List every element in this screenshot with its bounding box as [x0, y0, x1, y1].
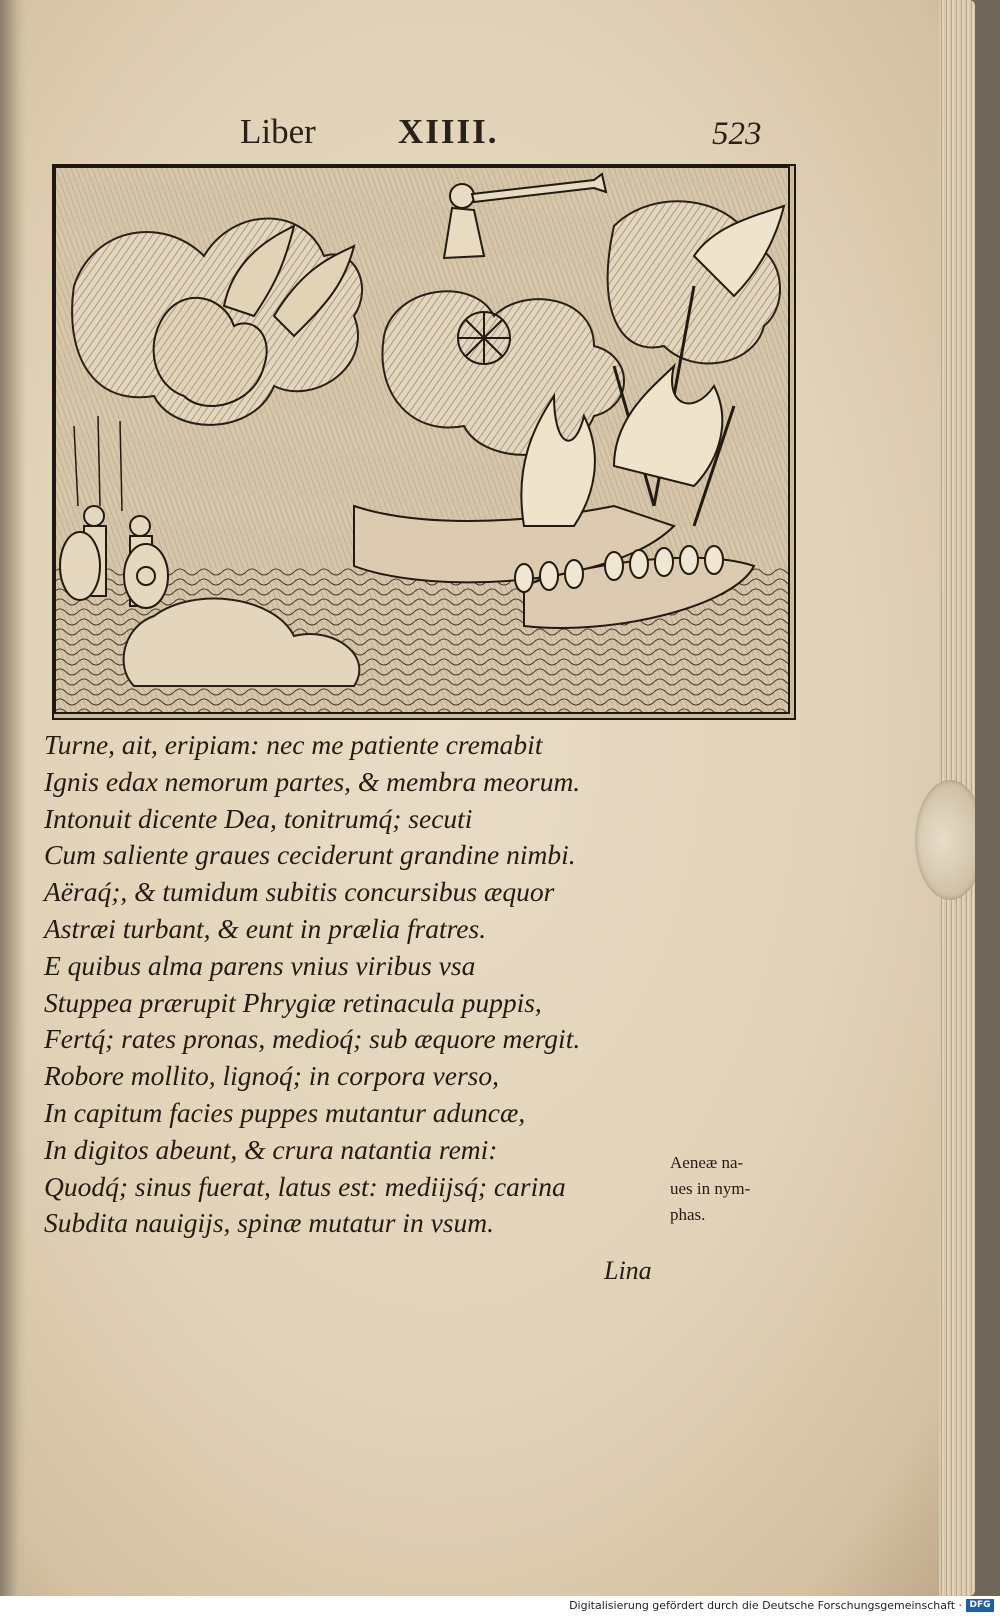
footer-credit: Digitalisierung gefördert durch die Deutsche Forschungsgemeinschaft · [569, 1599, 962, 1612]
verse-line-5: Aëraq́;, & tumidum subitis concursibus æquor [44, 876, 555, 908]
woodcut-illustration [52, 164, 796, 720]
gutter-shadow [0, 0, 26, 1596]
marginal-note-line-3: phas. [670, 1205, 706, 1224]
verse-line-12: In digitos abeunt, & crura natantia remi: [44, 1133, 498, 1165]
catchword: Lina [604, 1256, 652, 1285]
book-clasp [915, 780, 975, 900]
verse-line-2: Ignis edax nemorum partes, & membra meorum. [44, 765, 581, 797]
header-liber: Liber [240, 112, 316, 151]
marginal-note [670, 1150, 800, 1228]
verse-line-6: Astræi turbant, & eunt in prælia fratres. [44, 912, 487, 944]
woodcut-image [54, 166, 790, 714]
verse-line-10: Robore mollito, lignoq́; in corpora verso, [44, 1060, 499, 1092]
verse-line-9: Fertq́; rates pronas, medioq́; sub æquore mergit. [44, 1023, 581, 1055]
marginal-note-line-2: ues in nym- [670, 1179, 751, 1198]
marginal-note-line-1: Aeneæ na- [670, 1153, 744, 1172]
header-book-numeral: XIIII. [398, 112, 499, 151]
verse-line-11: In capitum facies puppes mutantur aduncæ, [44, 1096, 526, 1128]
footer-bar [0, 1596, 1000, 1616]
verse-line-13: Quodq́; sinus fuerat, latus est: mediijsq́; carina [44, 1170, 566, 1202]
dfg-logo: DFG [966, 1599, 994, 1612]
verse-block [44, 727, 664, 1242]
verse-line-1: Turne, ait, eripiam: nec me patiente cremabit [44, 729, 543, 760]
page-number: 523 [712, 116, 762, 152]
verse-line-7: E quibus alma parens vnius viribus vsa [44, 949, 476, 981]
verse-line-14: Subdita nauigijs, spinæ mutatur in vsum. [44, 1207, 494, 1239]
verse-line-8: Stuppea prærupit Phrygiæ retinacula puppis, [44, 986, 542, 1018]
verse-line-4: Cum saliente graues ceciderunt grandine nimbi. [44, 839, 576, 871]
verse-line-3: Intonuit dicente Dea, tonitrumq́; secuti [44, 802, 473, 834]
